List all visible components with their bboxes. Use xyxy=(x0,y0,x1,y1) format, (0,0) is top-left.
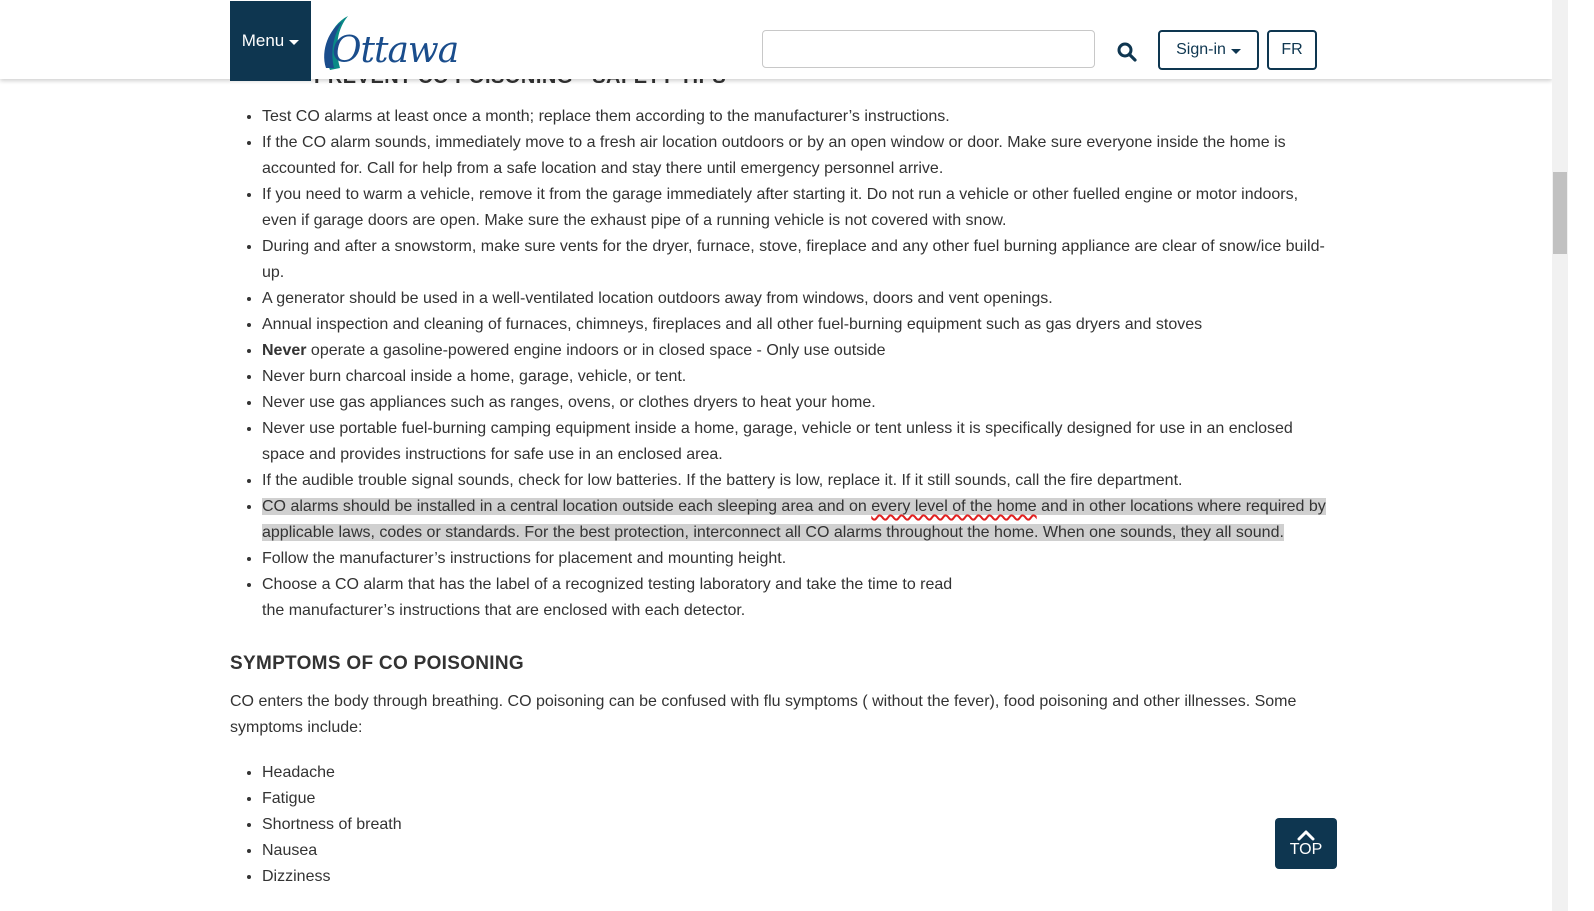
search-icon xyxy=(1112,34,1142,66)
selected-text xyxy=(262,498,1326,541)
list-item: • Fatigue xyxy=(262,786,1330,812)
list-item-line: Choose a CO alarm that has the label of a recognized testing laboratory and take the time to read xyxy=(262,576,953,593)
language-toggle-button[interactable] xyxy=(1267,30,1317,70)
search-input[interactable] xyxy=(762,30,1095,68)
top-label: TOP xyxy=(1289,841,1323,858)
site-header xyxy=(0,0,1552,79)
list-item: • Test CO alarms at least once a month; replace them according to the manufacturer’s instructions. xyxy=(262,104,1330,130)
selected-text-part: CO alarms should be installed in a central location outside each sleeping area and on xyxy=(262,498,872,515)
never-bold-text: Never xyxy=(262,342,307,359)
safety-tips-list xyxy=(230,104,1330,624)
vertical-scrollbar[interactable] xyxy=(1552,0,1568,911)
never-rest-text: operate a gasoline-powered engine indoors or in closed space - Only use outside xyxy=(306,342,886,359)
list-item-line: the manufacturer’s instructions that are enclosed with each detector. xyxy=(262,602,746,619)
symptoms-heading: SYMPTOMS OF CO POISONING xyxy=(230,653,524,674)
list-item: • Annual inspection and cleaning of furnaces, chimneys, fireplaces and all other fuel-burning equipment such as gas dryers and stoves xyxy=(262,312,1330,338)
list-item: • During and after a snowstorm, make sure vents for the dryer, furnace, stove, fireplace and any other fuel burning appliance are clear of snow/ice build-up. xyxy=(262,234,1330,286)
language-label: FR xyxy=(1281,41,1303,58)
list-item: • Follow the manufacturer’s instructions for placement and mounting height. xyxy=(262,546,1330,572)
scrollbar-thumb[interactable] xyxy=(1553,172,1567,254)
back-to-top-button[interactable] xyxy=(1275,818,1337,869)
chevron-up-icon xyxy=(1297,829,1315,841)
sign-in-label: Sign-in xyxy=(1176,41,1226,58)
symptoms-intro: CO enters the body through breathing. CO poisoning can be confused with flu symptoms ( without the fever), food poisoning and other illnesses. Some symptoms include: xyxy=(230,693,1297,736)
list-item xyxy=(262,338,1330,364)
list-item: • Dizziness xyxy=(262,864,1330,890)
menu-label: Menu xyxy=(241,31,285,50)
list-item: • Nausea xyxy=(262,838,1330,864)
list-item: • Headache xyxy=(262,760,1330,786)
logo-text: Ottawa xyxy=(332,30,459,71)
selected-text-part: and in other locations where required by applicable laws, codes or standards. For the best protection, interconnect all CO alarms throughout the home. When one sounds, they all sound. xyxy=(262,498,1326,541)
red-underlined-text: every level of the home xyxy=(871,498,1037,515)
search-button[interactable] xyxy=(1112,34,1142,66)
caret-down-icon xyxy=(1231,49,1241,54)
main-content xyxy=(230,60,1330,890)
list-item: • Never burn charcoal inside a home, garage, vehicle, or tent. xyxy=(262,364,1330,390)
list-item: • A generator should be used in a well-ventilated location outdoors away from windows, doors and vent openings. xyxy=(262,286,1330,312)
list-item: • Never use portable fuel-burning camping equipment inside a home, garage, vehicle or tent unless it is specifically designed for use in an enclosed space and provides instructions for safe use in an enclosed area. xyxy=(262,416,1330,468)
list-item xyxy=(262,572,1330,624)
list-item: • If the audible trouble signal sounds, check for low batteries. If the battery is low, replace it. If it still sounds, call the fire department. xyxy=(262,468,1330,494)
list-item: • If the CO alarm sounds, immediately move to a fresh air location outdoors or by an open window or door. Make sure everyone inside the home is accounted for. Call for help from a safe location and stay there until emergency personnel arrive. xyxy=(262,130,1330,182)
ottawa-logo[interactable] xyxy=(318,12,459,72)
list-item: • Never use gas appliances such as ranges, ovens, or clothes dryers to heat your home. xyxy=(262,390,1330,416)
menu-button[interactable] xyxy=(230,1,311,81)
caret-down-icon xyxy=(289,40,299,45)
list-item: • If you need to warm a vehicle, remove it from the garage immediately after starting it. Do not run a vehicle or other fuelled engine or motor indoors, even if garage doors are open. Make sure the exhaust pipe of a running vehicle is not covered with snow. xyxy=(262,182,1330,234)
highlighted-list-item xyxy=(262,494,1330,546)
list-item: • Shortness of breath xyxy=(262,812,1330,838)
symptoms-list xyxy=(230,760,1330,890)
sign-in-button[interactable] xyxy=(1158,30,1259,70)
window-edge xyxy=(1568,0,1594,911)
